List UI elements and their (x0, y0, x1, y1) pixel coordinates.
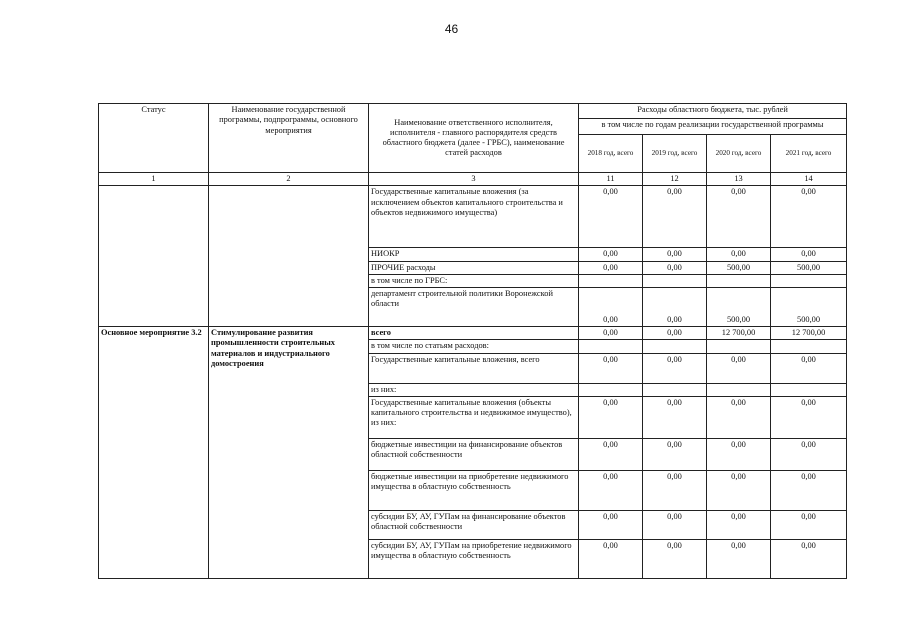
row-label: субсидии БУ, АУ, ГУПам на приобретение недвижимого имущества в областную собственность (369, 539, 579, 578)
value-cell: 0,00 (771, 539, 847, 578)
row-label: из них: (369, 383, 579, 396)
page-number: 46 (444, 22, 459, 36)
table-row (99, 327, 847, 340)
column-numbers-row (99, 173, 847, 186)
value-cell (579, 340, 643, 353)
row-label: в том числе по ГРБС: (369, 274, 579, 287)
value-cell: 0,00 (643, 288, 707, 327)
value-cell: 0,00 (707, 353, 771, 383)
value-cell: 0,00 (579, 261, 643, 274)
column-number: 1 (99, 173, 209, 186)
value-cell: 500,00 (707, 261, 771, 274)
value-cell: 0,00 (707, 539, 771, 578)
column-number: 2 (209, 173, 369, 186)
row-label: всего (369, 327, 579, 340)
value-cell: 0,00 (771, 248, 847, 261)
header-year: 2021 год, всего (771, 135, 847, 173)
header-year: 2019 год, всего (643, 135, 707, 173)
header-year: 2020 год, всего (707, 135, 771, 173)
value-cell: 0,00 (707, 396, 771, 438)
value-cell: 0,00 (579, 353, 643, 383)
value-cell: 500,00 (771, 261, 847, 274)
value-cell: 0,00 (579, 539, 643, 578)
value-cell: 500,00 (771, 288, 847, 327)
value-cell: 0,00 (643, 353, 707, 383)
row-label: ПРОЧИЕ расходы (369, 261, 579, 274)
column-number: 13 (707, 173, 771, 186)
value-cell (643, 383, 707, 396)
value-cell: 0,00 (579, 186, 643, 248)
value-cell: 0,00 (771, 353, 847, 383)
column-number: 3 (369, 173, 579, 186)
value-cell: 0,00 (643, 248, 707, 261)
row-label: бюджетные инвестиции на финансирование объектов областной собственности (369, 438, 579, 470)
column-number: 11 (579, 173, 643, 186)
measure-name: Стимулирование развития промышленности строительных материалов и индустриального домостроения (209, 327, 369, 579)
value-cell: 12 700,00 (771, 327, 847, 340)
row-label: в том числе по статьям расходов: (369, 340, 579, 353)
value-cell: 0,00 (707, 470, 771, 510)
row-label: Государственные капитальные вложения (объекты капитального строительства и недвижимое имущество), из них: (369, 396, 579, 438)
value-cell (707, 340, 771, 353)
value-cell: 0,00 (771, 186, 847, 248)
value-cell (643, 274, 707, 287)
value-cell (707, 274, 771, 287)
value-cell: 0,00 (579, 438, 643, 470)
value-cell: 0,00 (643, 510, 707, 539)
value-cell (579, 383, 643, 396)
value-cell: 0,00 (643, 539, 707, 578)
row-label: департамент строительной политики Воронежской области (369, 288, 579, 327)
value-cell (707, 383, 771, 396)
header-status: Статус (99, 104, 209, 173)
value-cell: 0,00 (707, 186, 771, 248)
row-label: бюджетные инвестиции на приобретение недвижимого имущества в областную собственность (369, 470, 579, 510)
value-cell: 0,00 (579, 288, 643, 327)
value-cell: 0,00 (579, 470, 643, 510)
value-cell (643, 340, 707, 353)
name-cell-empty (209, 186, 369, 327)
value-cell: 0,00 (771, 438, 847, 470)
value-cell: 0,00 (643, 470, 707, 510)
status-cell-empty (99, 186, 209, 327)
header-year: 2018 год, всего (579, 135, 643, 173)
value-cell: 0,00 (643, 327, 707, 340)
row-label: Государственные капитальные вложения, всего (369, 353, 579, 383)
header-program-name: Наименование государственной программы, подпрограммы, основного мероприятия (209, 104, 369, 173)
value-cell: 12 700,00 (707, 327, 771, 340)
header-expenses: Расходы областного бюджета, тыс. рублей (579, 104, 847, 119)
value-cell: 0,00 (707, 248, 771, 261)
value-cell: 0,00 (643, 396, 707, 438)
value-cell (579, 274, 643, 287)
row-label: НИОКР (369, 248, 579, 261)
value-cell: 500,00 (707, 288, 771, 327)
value-cell (771, 383, 847, 396)
header-executor: Наименование ответственного исполнителя, исполнителя - главного распорядителя средств областного бюджета (далее - ГРБС), наименование статей расходов (369, 104, 579, 173)
value-cell: 0,00 (771, 510, 847, 539)
measure-status: Основное мероприятие 3.2 (99, 327, 209, 579)
header-by-years: в том числе по годам реализации государственной программы (579, 119, 847, 135)
value-cell: 0,00 (707, 510, 771, 539)
value-cell (771, 340, 847, 353)
column-number: 12 (643, 173, 707, 186)
value-cell: 0,00 (771, 470, 847, 510)
budget-table (98, 103, 847, 579)
value-cell: 0,00 (579, 248, 643, 261)
value-cell: 0,00 (643, 438, 707, 470)
value-cell: 0,00 (579, 510, 643, 539)
value-cell: 0,00 (579, 327, 643, 340)
value-cell: 0,00 (771, 396, 847, 438)
row-label: субсидии БУ, АУ, ГУПам на финансирование объектов областной собственности (369, 510, 579, 539)
value-cell (771, 274, 847, 287)
table-row (99, 186, 847, 248)
row-label: Государственные капитальные вложения (за исключением объектов капитального строительства и объектов недвижимого имущества) (369, 186, 579, 248)
value-cell: 0,00 (707, 438, 771, 470)
value-cell: 0,00 (643, 261, 707, 274)
column-number: 14 (771, 173, 847, 186)
value-cell: 0,00 (579, 396, 643, 438)
value-cell: 0,00 (643, 186, 707, 248)
